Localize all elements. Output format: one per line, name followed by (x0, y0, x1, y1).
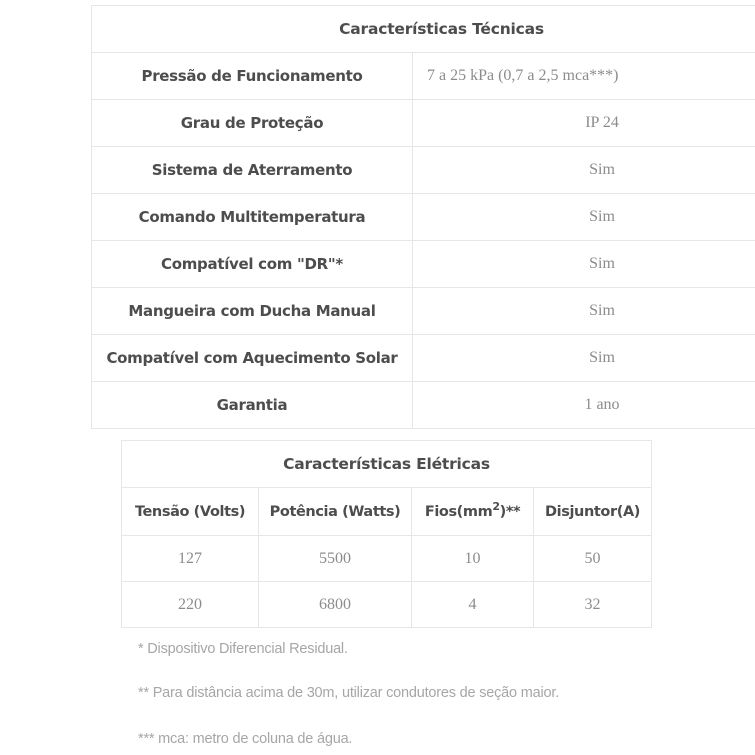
electrical-characteristics-table (121, 440, 652, 628)
fios-superscript: 2 (492, 499, 500, 513)
table-row-title (92, 6, 755, 53)
cell-disjuntor-32: 32 (534, 582, 652, 628)
cell-fios-10: 10 (412, 536, 534, 582)
row-value-mangueira: Sim (413, 288, 755, 335)
table-row (92, 382, 755, 429)
footnote-distancia-condutores: ** Para distância acima de 30m, utilizar condutores de seção maior. (138, 685, 560, 701)
column-header-fios (412, 488, 534, 536)
table-row (92, 147, 755, 194)
table-row-title (122, 441, 652, 488)
row-label-garantia: Garantia (92, 382, 413, 429)
table-row (92, 100, 755, 147)
row-value-garantia: 1 ano (413, 382, 755, 429)
table-row (92, 241, 755, 288)
cell-disjuntor-50: 50 (534, 536, 652, 582)
fios-suffix: )** (499, 503, 521, 520)
table-row (92, 53, 755, 100)
cell-fios-4: 4 (412, 582, 534, 628)
column-header-potencia: Potência (Watts) (259, 488, 412, 536)
table-row (92, 194, 755, 241)
cell-tensao-220: 220 (122, 582, 259, 628)
table-row (122, 536, 652, 582)
row-label-grau-protecao: Grau de Proteção (92, 100, 413, 147)
row-value-aterramento: Sim (413, 147, 755, 194)
row-label-aterramento: Sistema de Aterramento (92, 147, 413, 194)
row-value-aquecimento-solar: Sim (413, 335, 755, 382)
row-value-pressao: 7 a 25 kPa (0,7 a 2,5 mca***) (413, 53, 755, 100)
table-row (92, 288, 755, 335)
technical-characteristics-table (91, 5, 755, 429)
column-header-tensao: Tensão (Volts) (122, 488, 259, 536)
electrical-table-title: Características Elétricas (122, 441, 652, 488)
cell-tensao-127: 127 (122, 536, 259, 582)
technical-table-title: Características Técnicas (92, 6, 755, 53)
row-value-compativel-dr: Sim (413, 241, 755, 288)
row-value-grau-protecao: IP 24 (413, 100, 755, 147)
row-label-mangueira: Mangueira com Ducha Manual (92, 288, 413, 335)
column-header-disjuntor: Disjuntor(A) (534, 488, 652, 536)
footnote-mca-definicao: *** mca: metro de coluna de água. (138, 731, 353, 747)
row-label-multitemperatura: Comando Multitemperatura (92, 194, 413, 241)
cell-potencia-6800: 6800 (259, 582, 412, 628)
footnote-dispositivo-diferencial-residual: * Dispositivo Diferencial Residual. (138, 641, 348, 657)
fios-prefix: Fios(mm (424, 503, 493, 520)
row-value-multitemperatura: Sim (413, 194, 755, 241)
table-header-row (122, 488, 652, 536)
table-row (122, 582, 652, 628)
cell-potencia-5500: 5500 (259, 536, 412, 582)
row-label-compativel-dr: Compatível com "DR"* (92, 241, 413, 288)
row-label-pressao: Pressão de Funcionamento (92, 53, 413, 100)
row-label-aquecimento-solar: Compatível com Aquecimento Solar (92, 335, 413, 382)
table-row (92, 335, 755, 382)
